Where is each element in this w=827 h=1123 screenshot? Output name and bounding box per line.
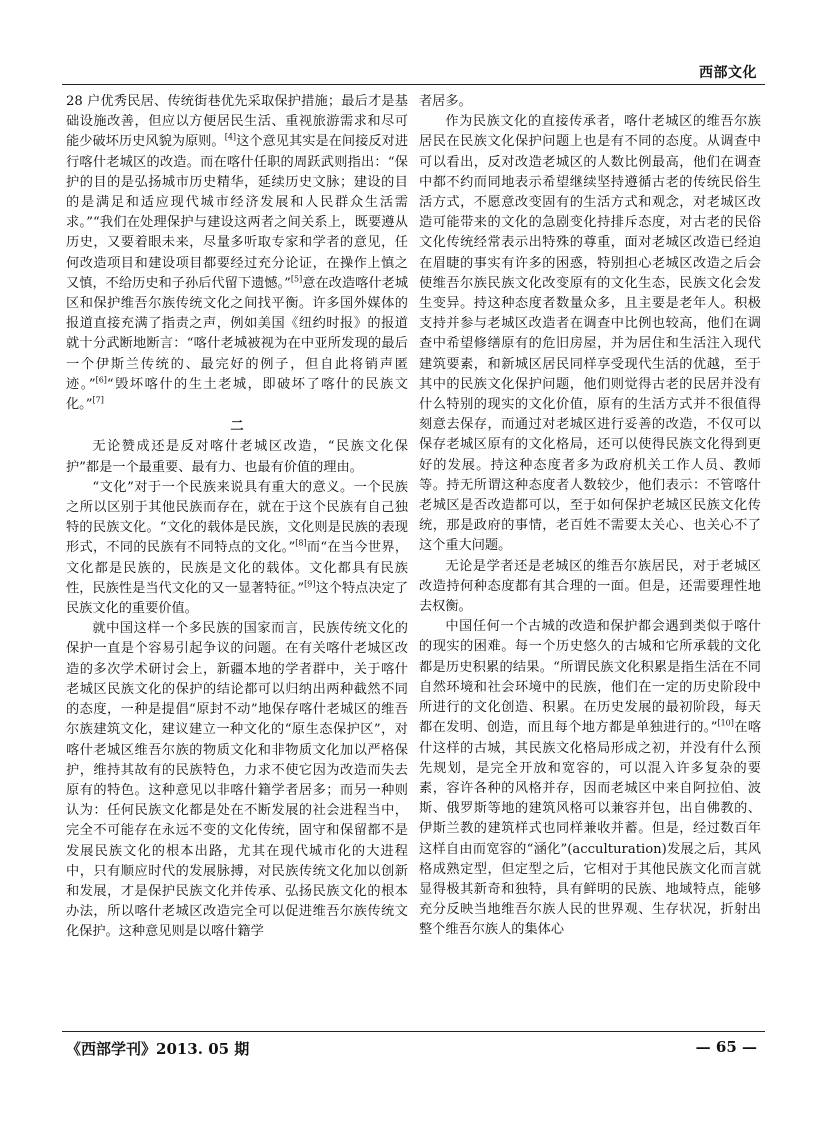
section-heading: 二 [230, 419, 244, 435]
header-rule [62, 84, 765, 85]
paragraph: 就中国这样一个多民族的国家而言，民族传统文化的保护一直是个容易引起争议的问题。在有关喀什老城区改造的多次学术研讨会上，新疆本地的学者群中，关于喀什老城区民族文化的保护的结论都可以归纳出两种截然不同的态度，一种是提倡“原封不动”地保存喀什老城区的维吾尔族建筑文化，建议建立一种文化的“原生态保护区”，对喀什老城区维吾尔族的物质文化和非物质文化加以严格保护，维持其故有的民族特色，力求不使它因为改造而失去原有的特色。这种意见以非喀什籍学者居多；而另一种则认为：任何民族文化都是处在不断发展的社会进程当中，完全不可能存在永远不变的文化传统，固守和保留都不是发展民族文化的根本出路，尤其在现代城市化的大进程中，只有顺应时代的发展脉搏，对民族传统文化加以创新和发展，才是保护民族文化并传承、弘扬民族文化的根本办法，所以喀什老城区改造完全可以促进维吾尔族传统文化保护。这种意见则是以喀什籍学 [66, 621, 408, 940]
paragraph: 无论是学者还是老城区的维吾尔族居民，对于老城区改造持何种态度都有其合理的一面。但是，还需要理性地去权衡。 [419, 558, 761, 615]
footer-rule [62, 1031, 765, 1032]
paragraph: 无论赞成还是反对喀什老城区改造，“民族文化保护”都是一个最重要、最有力、也最有价值的理由。 [66, 439, 408, 475]
citation-ref: [8] [295, 539, 307, 549]
journal-name: 《西部学刊》2013. 05 期 [66, 1040, 250, 1058]
paragraph: 中国任何一个古城的改造和保护都会遇到类似于喀什的现实的困难。每一个历史悠久的古城和它所承载的文化都是历史积累的结果。“所谓民族文化积累是指生活在不同自然环境和社会环境中的民族，他们在一定的历史阶段中所进行的文化创造、积累。在历史发展的最初阶段，每天都在发明、创造，而且每个地方都是单独进行的。”[10]在喀什这样的古城，其民族文化格局形成之初，并没有什么预先规划，是完全开放和宽容的，可以混入许多复杂的要素，容许各种的风格并存，因而老城区中来自阿拉伯、波斯、俄罗斯等地的建筑风格可以兼容并包，出自佛教的、伊斯兰教的建筑样式也同样兼收并蓄。但是，经过数百年这样自由而宽容的“涵化”(acculturation)发展之后，其风格成熟定型，但定型之后，它相对于其他民族文化而言就显得极其新奇和独特，具有鲜明的民族、地域特点，能够充分反映当地维吾尔族人民的世界观、生存状况，折射出整个维吾尔族人的集体心 [419, 619, 762, 938]
citation-ref: [6] [95, 375, 107, 385]
page-number: — 65 — [695, 1038, 757, 1056]
paragraph: “文化”对于一个民族来说具有重大的意义。一个民族之所以区别于其他民族而存在，就在于这个民族有自己独特的民族文化。“文化的载体是民族，文化则是民族的表现形式，不同的民族有不同特点的文化。”[8]而“在当今世界，文化都是民族的，民族是文化的载体。文化都具有民族性，民族性是当代文化的又一显著特征。”[9]这个特点决定了民族文化的重要价值。 [66, 479, 409, 617]
citation-ref: [4] [224, 133, 237, 143]
right-column [419, 92, 761, 941]
citation-ref: [5] [290, 274, 303, 284]
citation-ref: [9] [304, 579, 316, 589]
paragraph: 28 户优秀民居、传统街巷优先采取保护措施；最后才是基础设施改善，但应以方便居民生活、重视旅游需求和尽可能少破坏历史风貌为原则。[4]这个意见其实是在间接反对进行喀什老城区的改造。而在喀什任职的周跃武则指出：“保护的目的是弘扬城市历史精华，延续历史文脉；建设的目的是满足和适应现代城市经济发展和人民群众生活需求。”“我们在处理保护与建设这两者之间关系上，既要遵从历史，又要着眼未来，尽量多听取专家和学者的意见，任何改造项目和建设项目都要经过充分论证，在操作上慎之又慎，不给历史和子孙后代留下遗憾。”[5]意在改造喀什老城区和保护维吾尔族传统文化之间找平衡。许多国外媒体的报道直接充满了指责之声，例如美国《纽约时报》的报道就十分武断地断言：“喀什老城被视为在中亚所发现的最后一个伊斯兰传统的、最完好的例子，但自此将销声匿迹。”[6]“毁坏喀什的生土老城，即破坏了喀什的民族文化。”[7] [66, 94, 409, 413]
paragraph: 作为民族文化的直接传承者，喀什老城区的维吾尔族居民在民族文化保护问题上也是有不同的态度。从调查中可以看出，反对改造老城区的人数比例最高，他们在调查中都不约而同地表示希望继续坚持遵循古老的传统民俗生活方式，不愿意改变固有的生活方式和观念，对老城区改造可能带来的文化的急剧变化持排斥态度，对古老的民俗文化传统经常表示出特殊的尊重，面对老城区改造已经迫在眉睫的事实有许多的困惑，特别担心老城区改造之后会使维吾尔族民族文化改变原有的文化生态，民族文化会发生变异。持这种态度者数量众多，且主要是老年人。积极支持并参与老城区改造者在调查中比例也较高，他们在调查中希望修缮原有的危旧房屋，并为居住和生活注入现代建筑要素，和新城区居民同样享受现代生活的优越，至于其中的民族文化保护问题，他们则觉得古老的民居并没有什么特别的现实的文化价值，原有的生活方式并不很值得刻意去保存，而通过对老城区进行妥善的改造，不仅可以保存老城区原有的文化格局，还可以使得民族文化得到更好的发展。持这种态度者多为政府机关工作人员、教师等。持无所谓这种态度者人数较少，他们表示：不管喀什老城区是否改造都可以，至于如何保护老城区民族文化传统，那是政府的事情，老百姓不需要太关心、也关心不了这个重大问题。 [419, 114, 761, 554]
citation-ref: [10] [717, 718, 734, 728]
left-column [66, 92, 408, 943]
section-label: 西部文化 [699, 65, 757, 81]
paragraph: 者居多。 [419, 94, 472, 109]
citation-ref: [7] [92, 395, 104, 405]
